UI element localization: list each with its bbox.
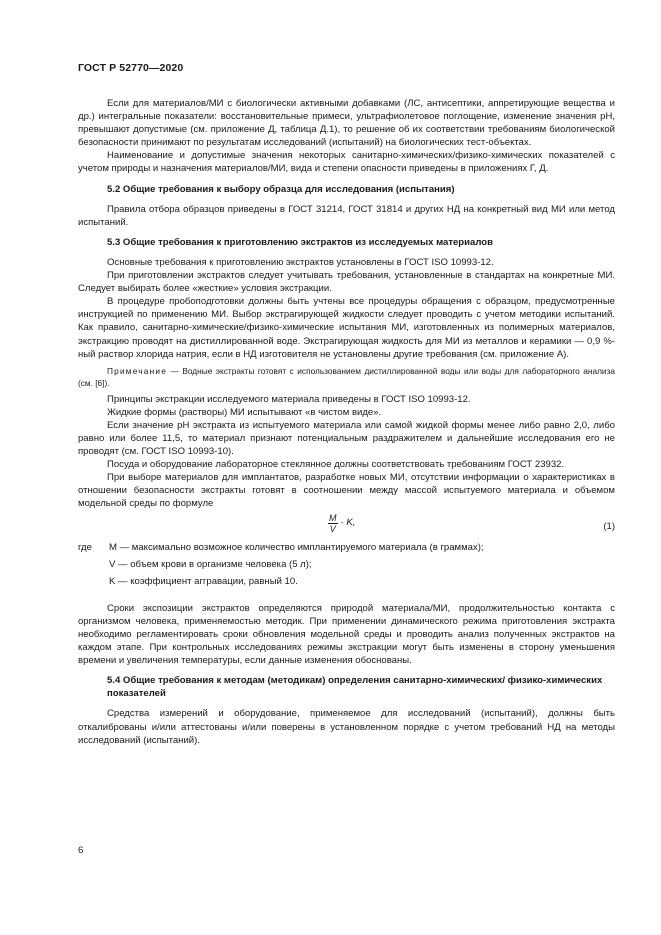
paragraph: В процедуре пробоподготовки должны быть учтены все процедуры обращения с образцом, предусмотренные инструкцией по применению МИ. Выбор экстрагирующей жидкости следует проводить с учетом методики испытаний. Как правило, санитарно-химические/физико-химические испытания МИ, изготовленных из полимерных материалов, экстракцию проводят на дистиллированной воде. Экстрагирующая жидкость для МИ из металлов и керамики — 0,9 %-ный раствор хлорида натрия, если в НД изготовителя не установлены другие требования (см. приложение А). xyxy=(78,296,615,360)
where-definition: где M — максимально возможное количество имплантируемого материала (в граммах); xyxy=(78,541,484,553)
page-number: 6 xyxy=(78,845,84,856)
where-block xyxy=(78,541,615,588)
formula-expression xyxy=(328,513,355,534)
paragraph: Посуда и оборудование лабораторное стеклянное должны соответствовать требованиям ГОСТ 23932. xyxy=(107,459,565,471)
note-label: Примечание xyxy=(107,365,168,376)
section-heading-5-2: 5.2 Общие требования к выбору образца для исследования (испытания) xyxy=(107,183,455,195)
document-header: ГОСТ Р 52770—2020 xyxy=(78,62,184,74)
paragraph: Если значение рН экстракта из испытуемого материала или самой жидкой формы менее либо равно 2,0, либо равно или более 11,5, то материал признают потенциальным раздражителем и дальнейшие исследования его не проводят (см. ГОСТ ISO 10993-10). xyxy=(78,419,615,458)
note xyxy=(78,365,615,389)
paragraph: Основные требования к приготовлению экстрактов установлены в ГОСТ ISO 10993-12. xyxy=(107,256,494,268)
paragraph: Принципы экстракции исследуемого материала приведены в ГОСТ ISO 10993-12. xyxy=(107,393,471,405)
paragraph: Жидкие формы (растворы) МИ испытывают «в чистом виде». xyxy=(107,406,382,418)
formula-1 xyxy=(78,511,615,541)
formula-denominator: V xyxy=(329,523,336,534)
paragraph: При приготовлении экстрактов следует учитывать требования, установленные в стандартах на конкретные МИ. Следует выбирать более «жесткие» условия экстракции. xyxy=(78,270,615,295)
note-text: — Водные экстракты готовят с использованием дистиллированной воды или воды для лабораторного анализа (см. [6]). xyxy=(78,365,615,388)
where-definition: V — объем крови в организме человека (5 л); xyxy=(109,558,312,570)
paragraph: Средства измерений и оборудование, применяемое для исследований (испытаний), должны быть откалиброваны и/или аттестованы и/или поверены в установленном порядке с учетом требований НД на методы исследований (испытаний). xyxy=(78,708,615,746)
paragraph: При выборе материалов для имплантатов, разработке новых МИ, отсутствии информации о характеристиках в отношении безопасности экстракты готовят в соотношении между массой испытуемого материала и объемом модельной среды по формуле xyxy=(78,472,615,510)
where-definition: K — коэффициент аггравации, равный 10. xyxy=(109,575,298,587)
paragraph: Сроки экспозиции экстрактов определяются природой материала/МИ, продолжительностью контакта с организмом человека, применяемостью методик. При применении динамического режима приготовления экстракта необходимо регламентировать сроки обновления модельной среды и проводить анализ полученных экстрактов на каждом этапе. При контрольных исследованиях режимы экстракции могут быть изменены в сторону уменьшения времени и увеличения температуры, если данные изменения обоснованы. xyxy=(78,602,615,667)
formula-number: (1) xyxy=(603,520,615,532)
formula-tail: · K, xyxy=(340,517,356,529)
paragraph: Если для материалов/МИ с биологически активными добавками (ЛС, антисептики, аппретирующие вещества и др.) интегральные показатели: восстановительные примеси, ультрафиолетовое поглощение, изменение значения рН, превышают допустимые (см. приложение Д, таблица Д.1), то решение об их соответствии требованиям биологической безопасности принимают по результатам исследований (испытаний) на биологических тест-объектах. xyxy=(78,98,615,149)
paragraph: Наименование и допустимые значения некоторых санитарно-химических/физико-химических показателей с учетом природы и назначения материалов/МИ, вида и степени опасности приведены в приложениях Г, Д. xyxy=(78,150,615,175)
paragraph: Правила отбора образцов приведены в ГОСТ 31214, ГОСТ 31814 и других НД на конкретный вид МИ или метод испытаний. xyxy=(78,203,615,228)
document-body xyxy=(78,97,615,747)
section-heading-5-4: 5.4 Общие требования к методам (методикам) определения санитарно-химических/ физико-химических показателей xyxy=(107,675,603,700)
formula-numerator: M xyxy=(329,512,337,523)
section-heading-5-3: 5.3 Общие требования к приготовлению экстрактов из исследуемых материалов xyxy=(107,236,493,248)
where-label: где xyxy=(78,541,92,553)
